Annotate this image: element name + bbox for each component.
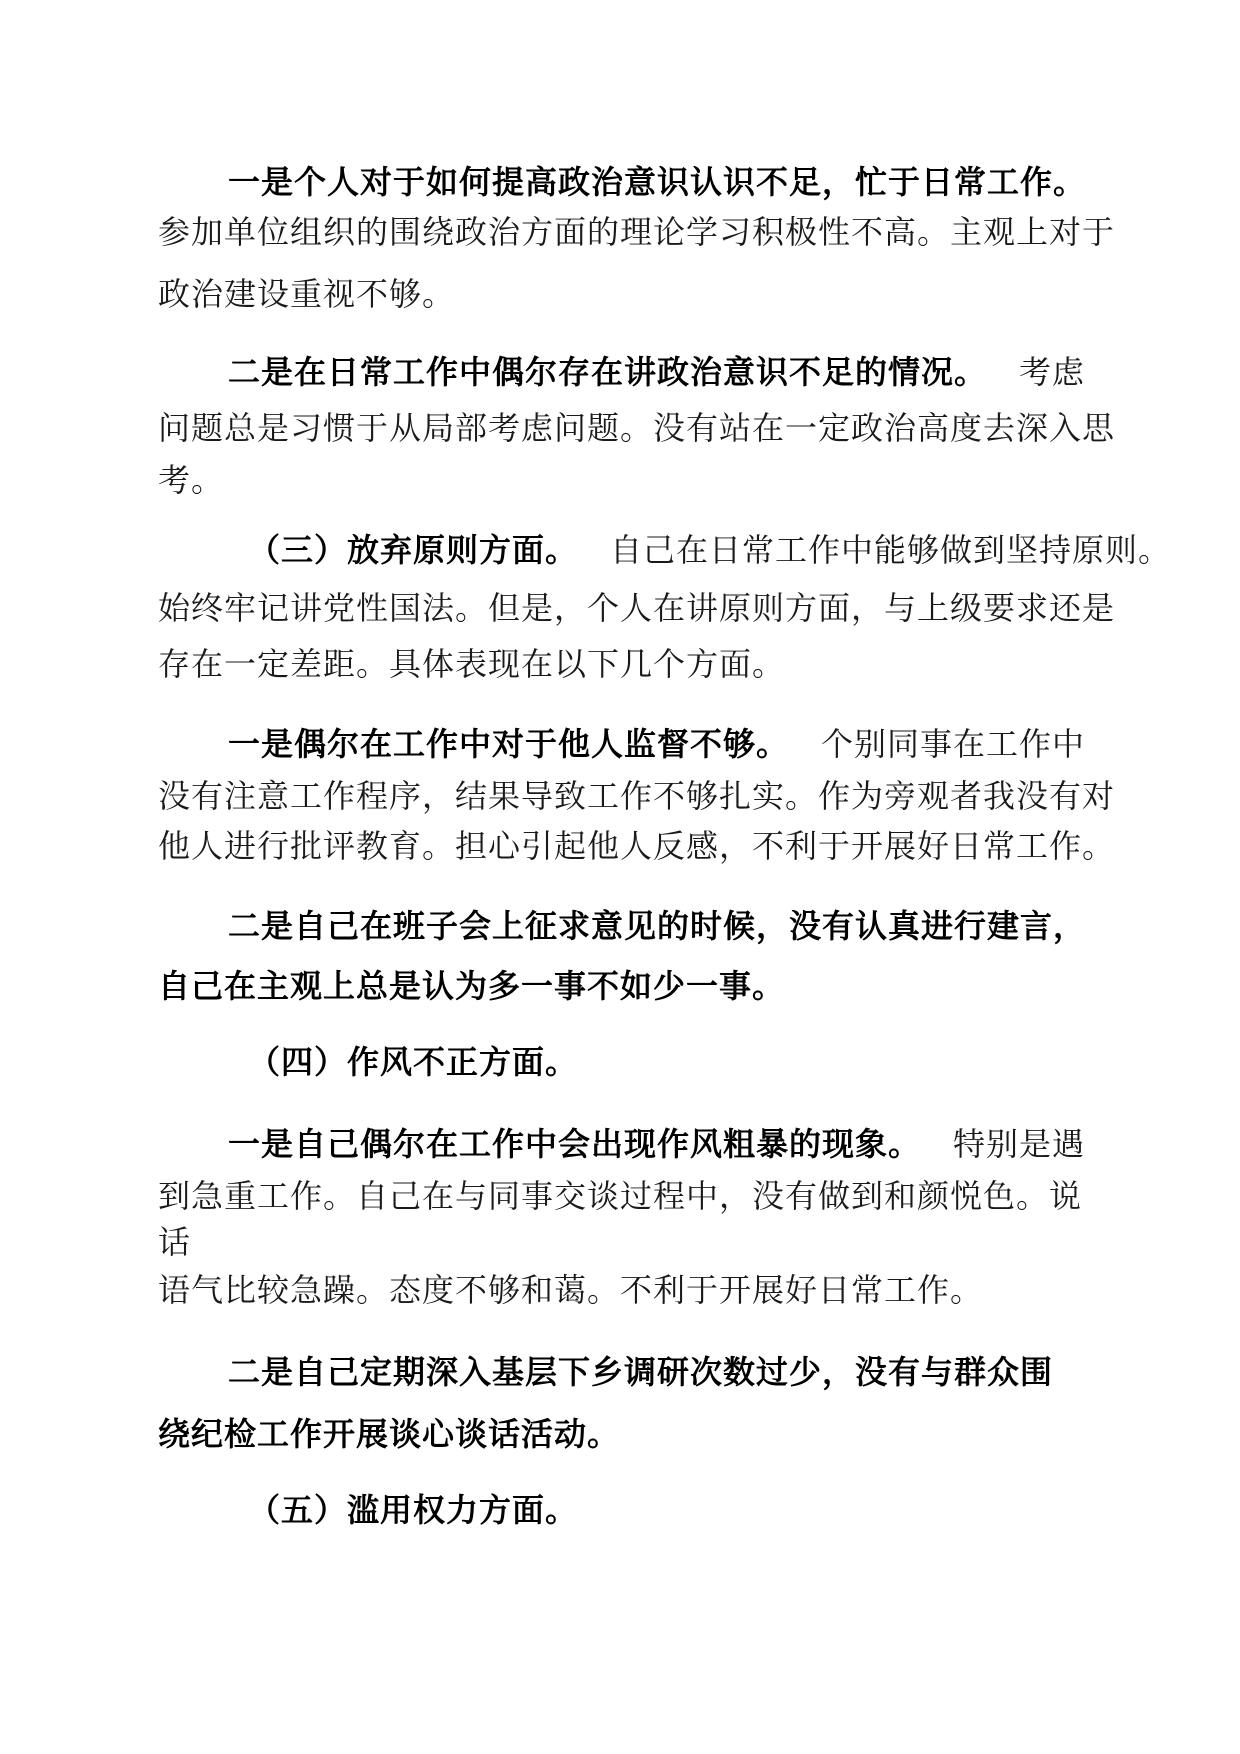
para-4-lead: 一是偶尔在工作中对于他人监督不够。 (228, 725, 790, 763)
para-4-line-2: 他人进行批评教育。担心引起他人反感，不利于开展好日常工作。 (158, 827, 1116, 865)
para-1-line-2: 政治建设重视不够。 (158, 275, 456, 313)
para-7-lead: 一是自己偶尔在工作中会出现作风粗暴的现象。 (228, 1125, 922, 1163)
para-2-first-line (228, 352, 1085, 392)
para-4-lead-tail: 个别同事在工作中 (821, 725, 1086, 763)
para-2-line-2: 考。 (158, 461, 225, 499)
para-2-line-1: 问题总是习惯于从局部考虑问题。没有站在一定政治高度去深入思 (158, 409, 1116, 447)
para-2-lead: 二是在日常工作中偶尔存在讲政治意识不足的情况。 (228, 353, 988, 391)
para-4-line-1: 没有注意工作程序，结果导致工作不够扎实。作为旁观者我没有对 (158, 777, 1116, 815)
para-8-lead: 二是自己定期深入基层下乡调研次数过少，没有与群众围 (228, 1353, 1054, 1391)
section-heading-4: （四）作风不正方面。 (248, 1043, 579, 1081)
para-4-first-line (228, 724, 1085, 764)
para-7-line-3: 语气比较急躁。态度不够和蔼。不利于开展好日常工作。 (158, 1271, 984, 1309)
para-1-lead: 一是个人对于如何提高政治意识认识不足，忙于日常工作。 (228, 163, 1087, 201)
para-1-line-1: 参加单位组织的围绕政治方面的理论学习积极性不高。主观上对于 (158, 213, 1116, 251)
para-3-line-2: 存在一定差距。具体表现在以下几个方面。 (158, 645, 786, 683)
para-5-line-1: 自己在主观上总是认为多一事不如少一事。 (158, 967, 786, 1005)
para-3-lead-tail: 自己在日常工作中能够做到坚持原则。 (610, 531, 1172, 569)
section-heading-3: （三）放弃原则方面。 (248, 531, 579, 569)
para-8-line-1: 绕纪检工作开展谈心谈话活动。 (158, 1415, 621, 1453)
para-2-lead-tail: 考虑 (1019, 353, 1086, 391)
para-7-line-1: 到急重工作。自己在与同事交谈过程中，没有做到和颜悦色。说 (158, 1177, 1083, 1215)
para-7-line-2: 话 (158, 1223, 192, 1261)
para-3-first-line (248, 530, 1171, 570)
para-3-line-1: 始终牢记讲党性国法。但是，个人在讲原则方面，与上级要求还是 (158, 589, 1116, 627)
section-heading-5: （五）滥用权力方面。 (248, 1491, 579, 1529)
para-5-lead: 二是自己在班子会上征求意见的时候，没有认真进行建言， (228, 907, 1087, 945)
para-7-lead-tail: 特别是遇 (953, 1125, 1086, 1163)
para-7-first-line (228, 1124, 1085, 1164)
